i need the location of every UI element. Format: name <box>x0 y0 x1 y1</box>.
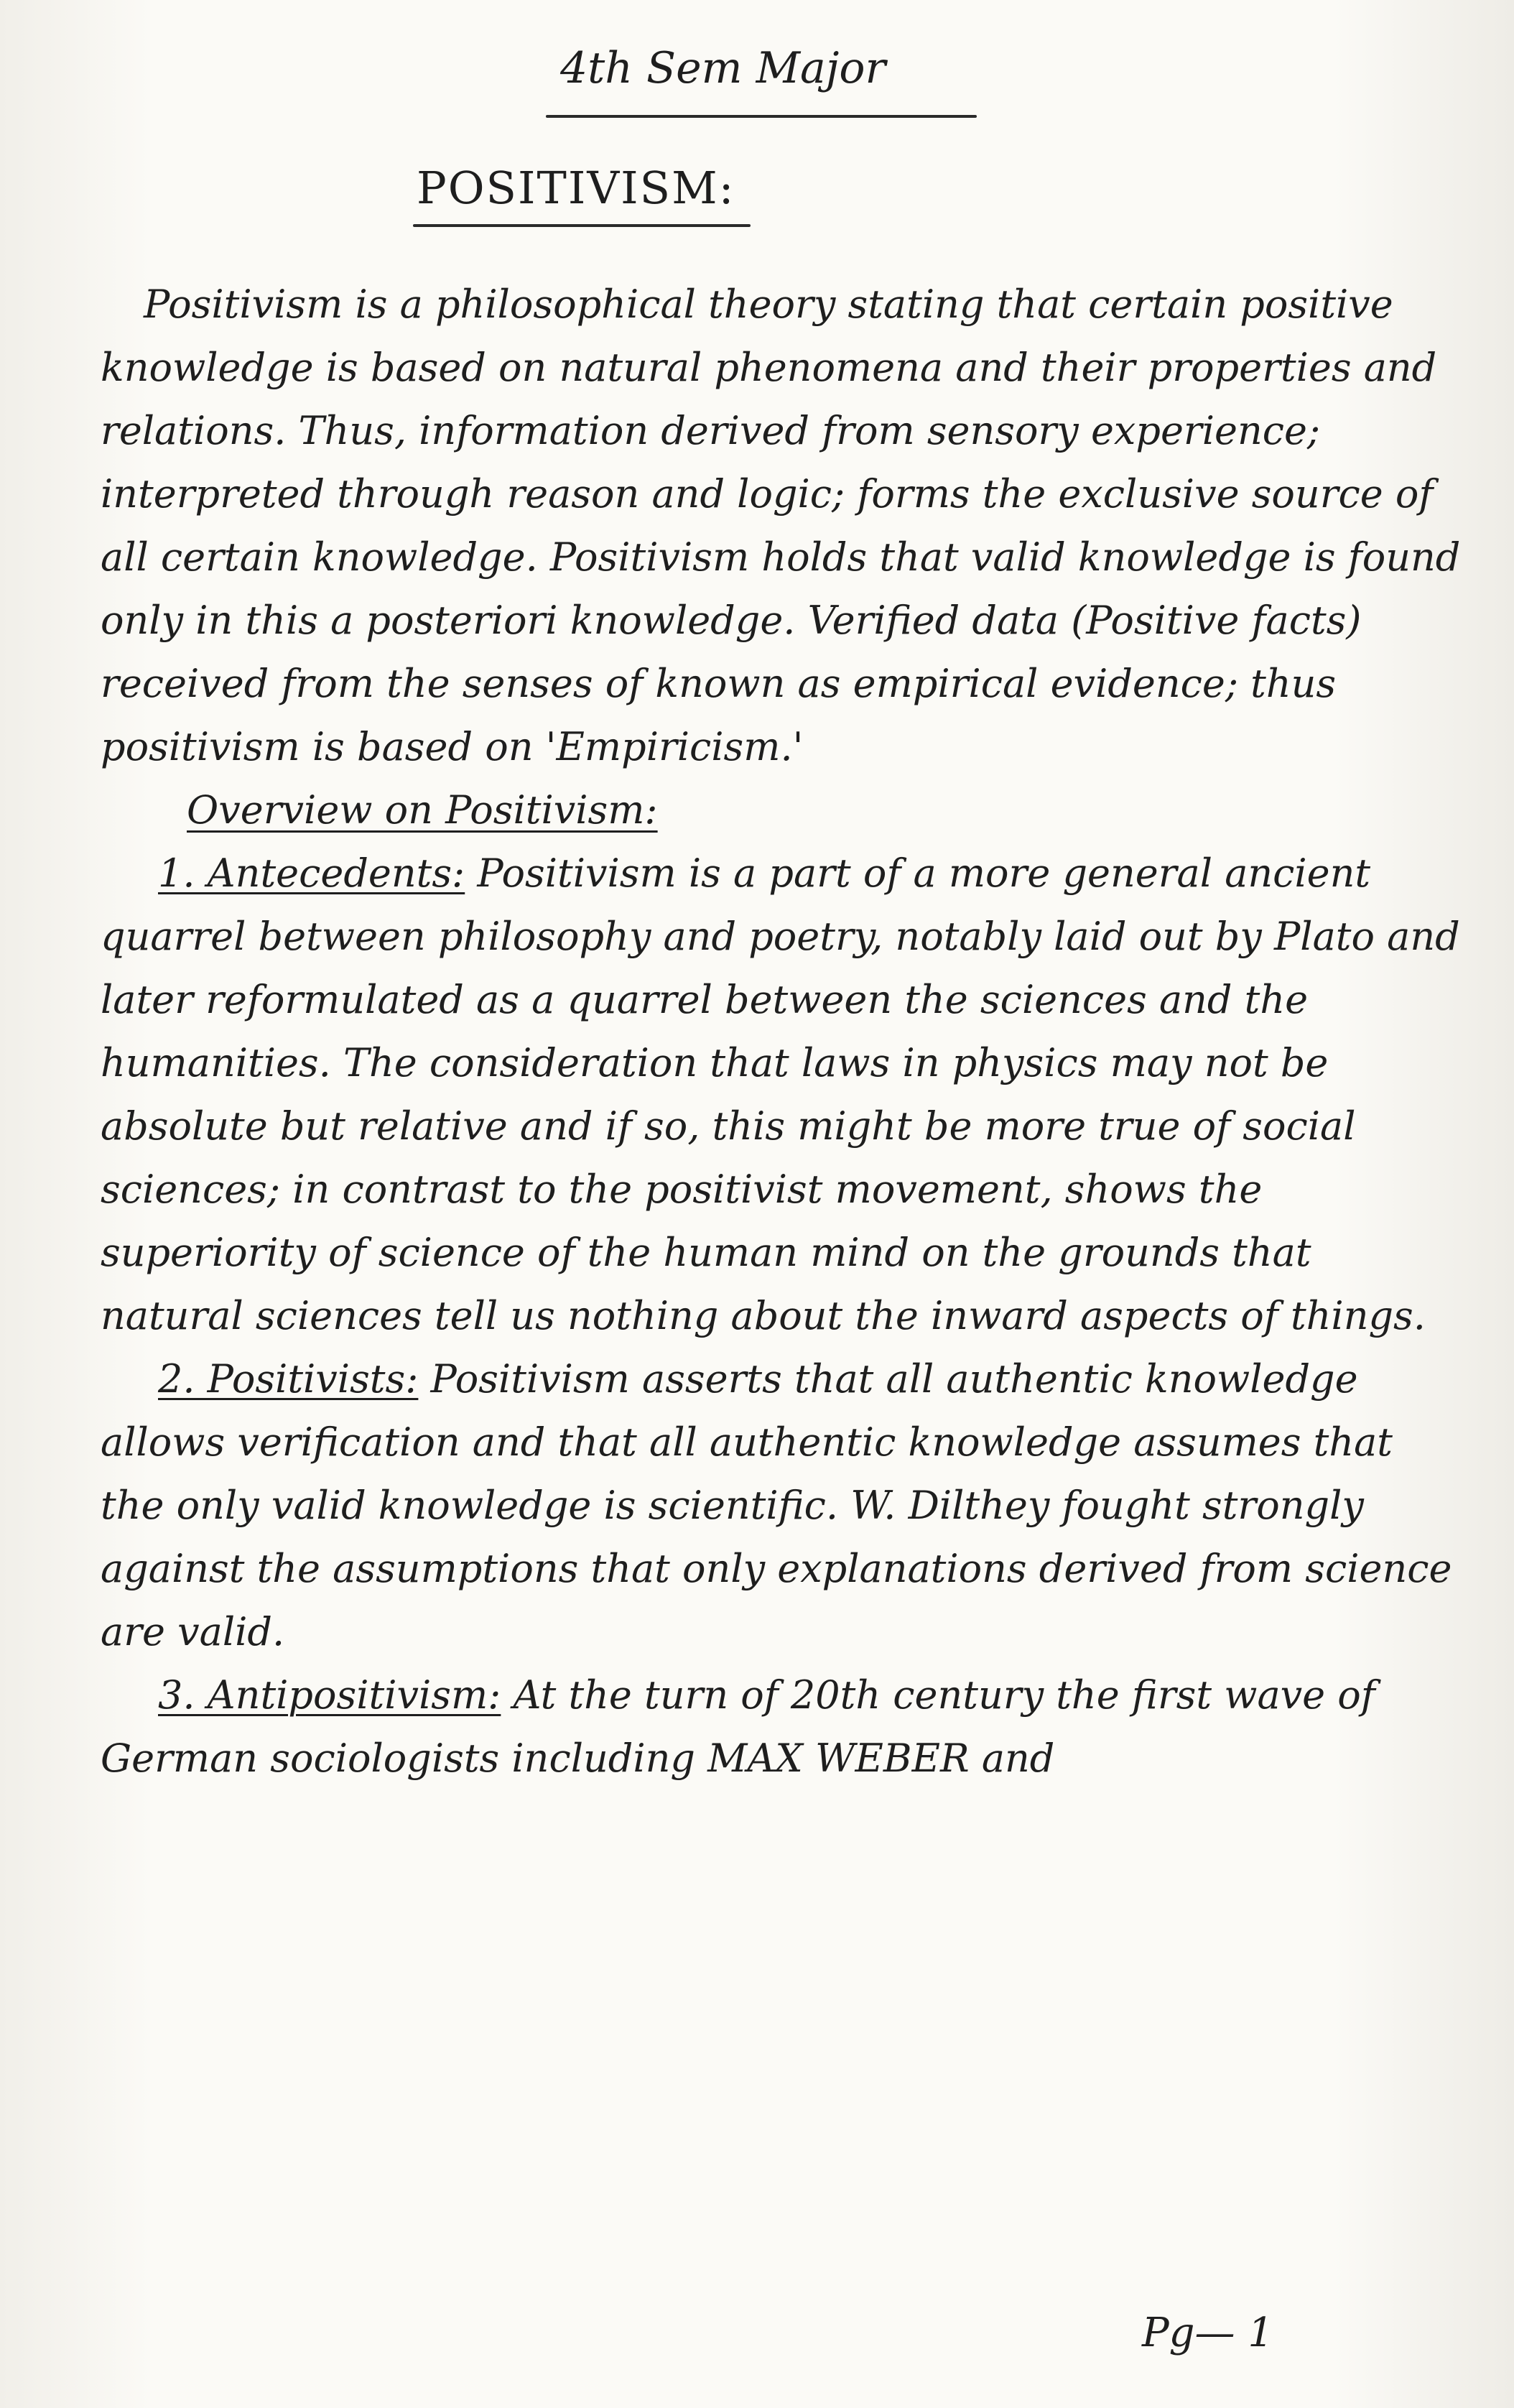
list-item-antecedents <box>101 842 1465 1348</box>
overview-heading: Overview on Positivism: <box>187 787 658 833</box>
course-header: 4th Sem Major <box>560 43 886 93</box>
item-text: Positivism asserts that all authentic knowledge allows verification and that all authentic knowledge assumes that the only valid knowledge is scientific. W. Dilthey fought strongly against the assumptions that only explanations derived from science are valid. <box>101 1356 1452 1654</box>
notes-body <box>101 273 1465 1790</box>
page-title: POSITIVISM: <box>417 162 735 214</box>
header-underline <box>546 115 977 118</box>
item-label: 2. Positivists: <box>158 1356 419 1402</box>
title-underline <box>413 224 751 227</box>
item-text: Positivism is a part of a more general ancient quarrel between philosophy and poetry, notably laid out by Plato and later reformulated as a quarrel between the sciences and the humanities. The consideration that laws in physics may not be absolute but relative and if so, this might be more true of social sciences; in contrast to the positivist movement, shows the superiority of science of the human mind on the grounds that natural sciences tell us nothing about the inward aspects of things. <box>101 851 1460 1338</box>
list-item-antipositivism <box>101 1664 1465 1790</box>
page-number: Pg— 1 <box>1142 2310 1273 2356</box>
list-item-positivists <box>101 1348 1465 1664</box>
intro-paragraph: Positivism is a philosophical theory stating that certain positive knowledge is based on natural phenomena and their properties and relations. Thus, information derived from sensory experience; interpreted through reason and logic; forms the exclusive source of all certain knowledge. Positivism holds that valid knowledge is found only in this a posteriori knowledge. Verified data (Positive facts) received from the senses of known as empirical evidence; thus positivism is based on 'Empiricism.' <box>101 282 1461 769</box>
item-text: At the turn of 20th century the first wave of German sociologists including MAX WEBER and <box>101 1672 1375 1781</box>
item-label: 1. Antecedents: <box>158 851 465 896</box>
item-label: 3. Antipositivism: <box>158 1672 501 1718</box>
